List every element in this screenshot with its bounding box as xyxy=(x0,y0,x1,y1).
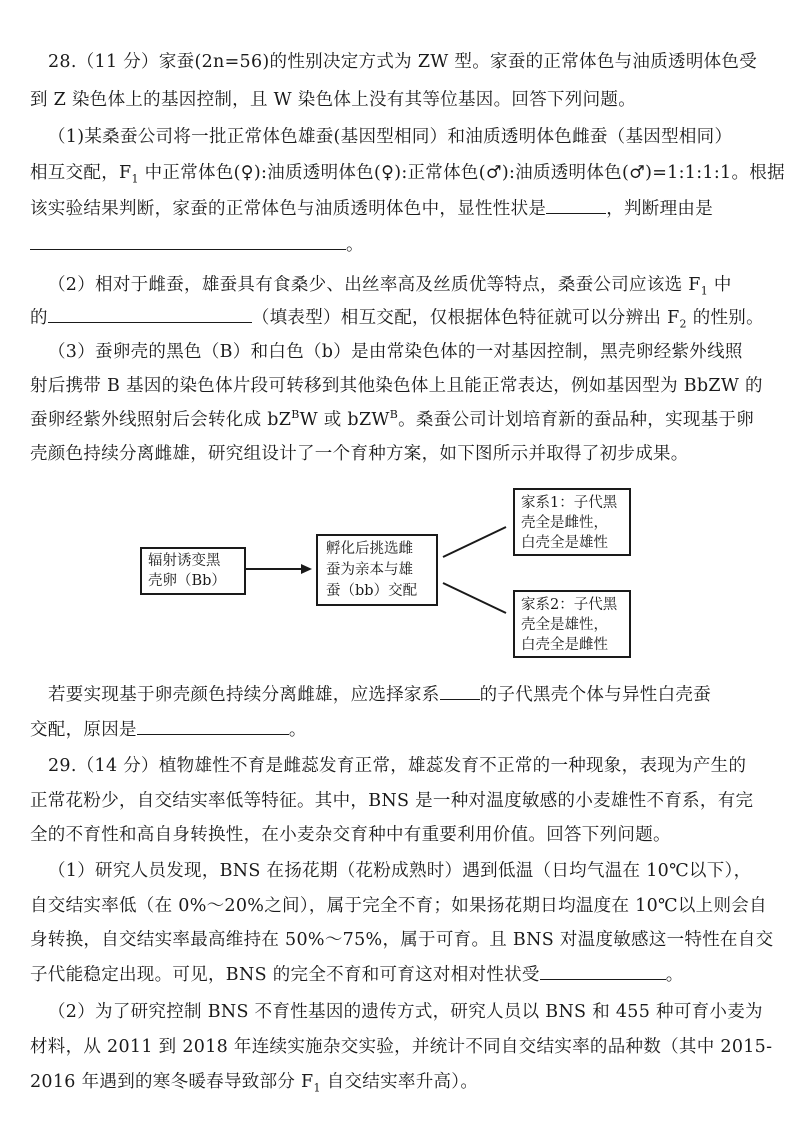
q28-part1-text-2b: 中正常体色(♀):油质透明体色(♀):正常体色(♂):油质透明体色(♂)=1:1:1:1。根据 xyxy=(138,163,785,183)
box3-line1: 家系1：子代黑 xyxy=(521,495,618,511)
q29-part2-line-2 xyxy=(30,1035,772,1059)
box2-line1: 孵化后挑选雌 xyxy=(326,541,413,557)
q28-part2-text-2a: 的 xyxy=(30,308,48,328)
q29-part1-text-2: 自交结实率低（在 0%～20%之间），属于完全不育；如果扬花期日均温度在 10℃以上则会自 xyxy=(30,896,767,916)
q28-part2-text-2b: （填表型）相互交配，仅根据体色特征就可以分辨出 F xyxy=(251,308,680,328)
q29-part1-text-3: 身转换，自交结实率最高维持在 50%～75%，属于可育。且 BNS 对温度敏感这一特性在自交 xyxy=(30,930,774,950)
q28-part3-text-1: （3）蚕卵壳的黑色（B）和白色（b）是由常染色体的一对基因控制，黑壳卵经紫外线照 xyxy=(48,342,743,362)
q29-part2-line-3 xyxy=(30,1070,478,1094)
q28-part2-text-2c: 的性别。 xyxy=(686,308,764,328)
q29-part1-text-1: （1）研究人员发现，BNS 在扬花期（花粉成熟时）遇到低温（日均气温在 10℃以下）， xyxy=(48,861,752,881)
q28-part3-question-line-1 xyxy=(48,683,711,707)
q29-part1-line-1 xyxy=(48,859,751,883)
q28-part1-text-3a: 该实验结果判断，家蚕的正常体色与油质透明体色中，显性性状是 xyxy=(30,199,547,219)
q29-intro-text-2: 正常花粉少，自交结实率低等特征。其中，BNS 是一种对温度敏感的小麦雄性不育系，有完 xyxy=(30,791,754,811)
f1-subscript: 1 xyxy=(700,284,709,298)
q29-intro-line-3 xyxy=(30,823,671,847)
q29-intro-line-1 xyxy=(48,754,746,778)
q28-part3-question-1a: 若要实现基于卵壳颜色持续分离雌雄，应选择家系 xyxy=(48,685,440,705)
q28-part3-question-1b: 的子代黑壳个体与异性白壳蚕 xyxy=(479,685,712,705)
box-select-female-parent xyxy=(316,534,438,606)
q29-part2-text-3b: 自交结实率升高）。 xyxy=(320,1072,479,1092)
box-lineage-2 xyxy=(513,590,631,658)
f2-subscript: 2 xyxy=(679,317,687,331)
q28-part1-text-4: 。 xyxy=(346,235,364,255)
q29-part2-line-1 xyxy=(48,1000,763,1024)
answer-blank-cause[interactable] xyxy=(137,718,289,735)
q29-intro-text-1: 29.（14 分）植物雄性不育是雌蕊发育正常，雄蕊发育不正常的一种现象，表现为产生的 xyxy=(48,756,747,776)
q28-part3-text-3c: 。桑蚕公司计划培育新的蚕品种，实现基于卵 xyxy=(398,410,755,430)
answer-blank-lineage[interactable] xyxy=(440,683,480,700)
q29-intro-line-2 xyxy=(30,789,753,813)
box2-line2: 蚕为亲本与雄 xyxy=(326,562,413,578)
box3-line3: 白壳全是雄性 xyxy=(521,535,608,551)
box3-line2: 壳全是雌性， xyxy=(521,515,608,531)
q29-part1-text-4a: 子代能稳定出现。可见，BNS 的完全不育和可育这对相对性状受 xyxy=(30,965,540,985)
q28-part1-text-2a: 相互交配，F xyxy=(30,163,132,183)
box2-line3: 蚕（bb）交配 xyxy=(326,583,418,599)
q29-part2-text-2: 材料，从 2011 到 2018 年连续实施杂交实验，并统计不同自交结实率的品种数（其中 2015- xyxy=(30,1037,773,1057)
answer-blank-control[interactable] xyxy=(540,963,666,980)
q29-part1-line-3 xyxy=(30,928,773,952)
arrowhead-right xyxy=(301,564,312,574)
q28-part3-question-2a: 交配，原因是 xyxy=(30,720,137,740)
box-irradiated-egg xyxy=(140,547,246,595)
q28-part2-text-1a: （2）相对于雌蚕，雄蚕具有食桑少、出丝率高及丝质优等特点，桑蚕公司应该选 F xyxy=(48,275,701,295)
gene-b-superscript: B xyxy=(389,408,399,422)
q28-part3-question-line-2 xyxy=(30,718,307,742)
q28-part1-text-1: （1)某桑蚕公司将一批正常体色雄蚕(基因型相同）和油质透明体色雌蚕（基因型相同） xyxy=(48,127,733,147)
q28-part3-text-2: 射后携带 B 基因的染色体片段可转移到其他染色体上且能正常表达，例如基因型为 BbZW 的 xyxy=(30,376,763,396)
q29-part1-text-4b: 。 xyxy=(665,965,684,985)
box4-line2: 壳全是雄性， xyxy=(521,617,608,633)
q29-intro-text-3: 全的不育性和高自身转换性，在小麦杂交育种中有重要利用价值。回答下列问题。 xyxy=(30,825,671,845)
gene-b-superscript: B xyxy=(291,408,300,422)
q29-part1-line-4 xyxy=(30,963,684,987)
box-lineage-1 xyxy=(513,488,631,556)
q28-intro-text-1: 28.（11 分）家蚕(2n=56)的性别决定方式为 ZW 型。家蚕的正常体色与油质透明体色受 xyxy=(48,52,758,72)
q29-part1-line-2 xyxy=(30,894,767,918)
q29-part2-text-1: （2）为了研究控制 BNS 不育性基因的遗传方式，研究人员以 BNS 和 455 种可育小麦为 xyxy=(48,1002,763,1022)
box4-line1: 家系2：子代黑 xyxy=(521,597,618,613)
q28-part3-text-4: 壳颜色持续分离雌雄，研究组设计了一个育种方案，如下图所示并取得了初步成果。 xyxy=(30,444,689,464)
q28-part3-text-3b: W 或 bZW xyxy=(299,410,390,430)
q28-part3-question-2b: 。 xyxy=(288,720,307,740)
q28-part1-text-3b: ，判断理由是 xyxy=(606,199,714,219)
box1-line1: 辐射诱变黑 xyxy=(148,553,221,569)
q28-part3-text-3a: 蚕卵经紫外线照射后会转化成 bZ xyxy=(30,410,292,430)
q29-part2-text-3a: 2016 年遇到的寒冬暖春导致部分 F xyxy=(30,1072,314,1092)
box4-line3: 白壳全是雌性 xyxy=(521,637,608,653)
q28-intro-text-2: 到 Z 染色体上的基因控制，且 W 染色体上没有其等位基因。回答下列问题。 xyxy=(30,90,636,110)
f1-subscript: 1 xyxy=(131,172,139,186)
line-to-lineage1 xyxy=(443,527,506,557)
box1-line2: 壳卵（Bb） xyxy=(148,573,226,589)
q28-part2-text-1b: 中 xyxy=(708,275,732,295)
line-to-lineage2 xyxy=(443,583,506,613)
f1-subscript: 1 xyxy=(313,1081,321,1095)
